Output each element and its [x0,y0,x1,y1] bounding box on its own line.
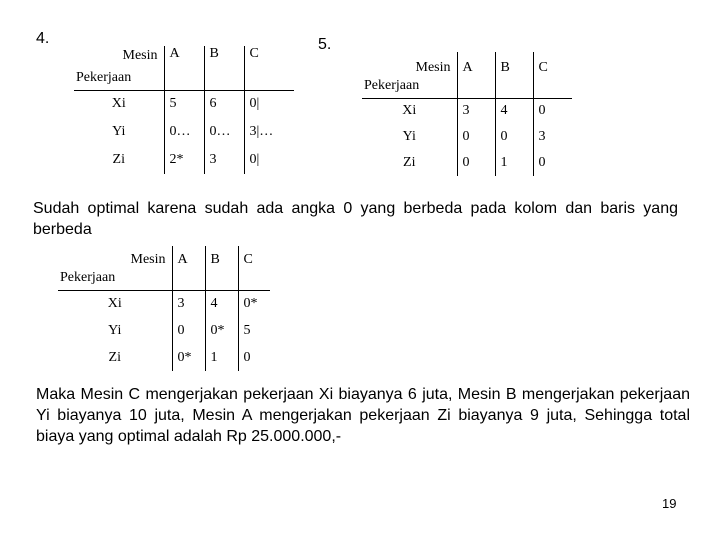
row-label: Yi [402,129,416,144]
header-corner [74,46,164,90]
table-cell: 2* [164,146,204,174]
table-cell: 3 [457,98,495,124]
table-cell: 4 [495,98,533,124]
row-label: Zi [108,349,121,365]
table-cell: 0| [244,90,294,118]
header-pekerjaan: Pekerjaan [60,269,116,285]
table-section-4 [74,46,294,174]
column-header-c: C [244,46,294,90]
table-row [74,90,294,118]
table-cell: 0 [457,150,495,176]
header-pekerjaan: Pekerjaan [76,69,132,85]
header-mesin: Mesin [415,60,451,75]
table-cell: 6 [204,90,244,118]
table-row [74,118,294,146]
table-cell: 0… [204,118,244,146]
column-header-b: B [205,246,238,290]
table-row [58,290,270,317]
table-row [362,150,572,176]
column-header-b: B [495,52,533,98]
optimal-note: Sudah optimal karena sudah ada angka 0 yang berbeda pada kolom dan baris yang berbeda [33,200,678,238]
header-corner [58,246,172,290]
row-label: Xi [107,295,122,311]
table-cell: 0 [533,150,572,176]
table-cell: 0* [205,317,238,344]
header-mesin: Mesin [122,48,158,63]
table-cell: 0| [244,146,294,174]
table-assignment [58,246,270,371]
table-cell: 3 [204,146,244,174]
table-cell: 0 [238,344,270,371]
page-number: 19 [662,496,677,511]
row-label: Zi [403,155,416,170]
column-header-a: A [172,246,205,290]
table-cell: 0 [172,317,205,344]
row-label: Zi [112,152,125,167]
row-label: Yi [108,322,122,338]
header-corner [362,52,457,98]
column-header-c: C [533,52,572,98]
table-cell: 1 [495,150,533,176]
header-mesin: Mesin [130,252,166,267]
table-cell: 0… [164,118,204,146]
column-header-b: B [204,46,244,90]
column-header-c: C [238,246,270,290]
column-header-a: A [164,46,204,90]
table-cell: 3|… [244,118,294,146]
table-cell: 1 [205,344,238,371]
table-cell: 0* [172,344,205,371]
table-cell: 5 [164,90,204,118]
conclusion-text: Maka Mesin C mengerjakan pekerjaan Xi biayanya 6 juta, Mesin B mengerjakan pekerjaan Yi biayanya 10 juta, Mesin A mengerjakan pekerjaan Zi biayanya 9 juta, Sehingga total biaya yang optimal adalah Rp 25.000.000,- [36,386,690,445]
table-row [58,317,270,344]
row-label: Xi [111,96,126,112]
table-cell: 3 [172,290,205,317]
table-row [58,344,270,371]
table-cell: 3 [533,124,572,150]
table-cell: 0* [238,290,270,317]
table-cell: 0 [457,124,495,150]
row-label: Xi [402,103,417,119]
table-row [362,124,572,150]
column-header-a: A [457,52,495,98]
table-section-5 [362,52,572,176]
table-cell: 0 [495,124,533,150]
row-label: Yi [112,124,126,139]
table-cell: 0 [533,98,572,124]
table-cell: 5 [238,317,270,344]
section-4-number: 4. [36,30,50,47]
table-row [74,146,294,174]
header-pekerjaan: Pekerjaan [364,77,420,93]
section-5-number: 5. [318,36,332,53]
table-cell: 4 [205,290,238,317]
table-row [362,98,572,124]
